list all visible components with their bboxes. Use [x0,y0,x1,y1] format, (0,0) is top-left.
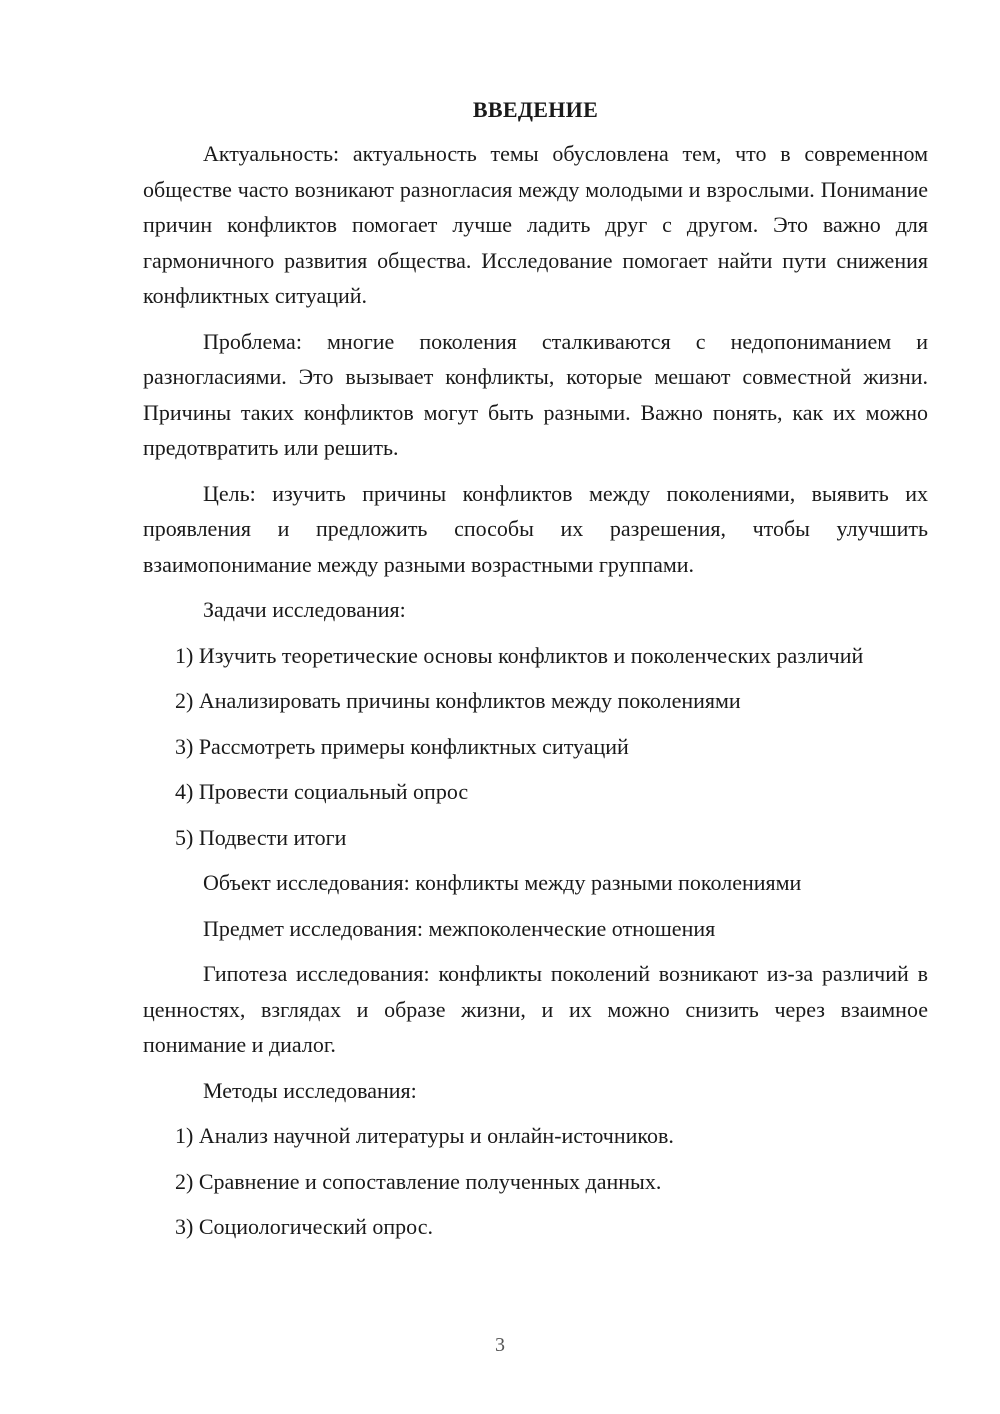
problem-paragraph: Проблема: многие поколения сталкиваются с недопониманием и разногласиями. Это вызывает конфликты, которые мешают совместной жизни. Причины таких конфликтов могут быть разными. Важно понять, как их можно предотвратить или решить. [143,328,928,460]
task-item: 4) Провести социальный опрос [175,779,469,804]
task-item: 3) Рассмотреть примеры конфликтных ситуаций [175,733,629,759]
task-item: 2) Анализировать причины конфликтов между поколениями [175,688,741,713]
task-item: 5) Подвести итоги [175,824,347,850]
page-number: 3 [495,1334,505,1356]
document-page [143,92,928,1255]
hypothesis-paragraph: Гипотеза исследования: конфликты поколений возникают из-за различий в ценностях, взглядах и образе жизни, и их можно снизить через взаимное понимание и диалог. [143,961,928,1057]
tasks-label: Задачи исследования: [203,597,406,622]
method-item: 3) Социологический опрос. [175,1214,433,1239]
relevance-paragraph: Актуальность: актуальность темы обусловлена тем, что в современном обществе часто возникают разногласия между молодыми и взрослыми. Понимание причин конфликтов помогает лучше ладить друг с другом. Это важно для гармоничного развития общества. Исследование помогает найти пути снижения конфликтных ситуаций. [143,141,928,308]
object-paragraph: Объект исследования: конфликты между разными поколениями [203,870,802,895]
subject-paragraph: Предмет исследования: межпоколенческие отношения [203,915,716,941]
method-item: 1) Анализ научной литературы и онлайн-источников. [175,1123,674,1148]
goal-paragraph: Цель: изучить причины конфликтов между поколениями, выявить их проявления и предложить способы их разрешения, чтобы улучшить взаимопонимание между разными возрастными группами. [143,480,928,577]
task-item: 1) Изучить теоретические основы конфликтов и поколенческих различий [175,642,864,668]
method-item: 2) Сравнение и сопоставление полученных данных. [175,1168,662,1194]
section-heading: ВВЕДЕНИЕ [472,97,599,122]
methods-label: Методы исследования: [203,1077,417,1103]
